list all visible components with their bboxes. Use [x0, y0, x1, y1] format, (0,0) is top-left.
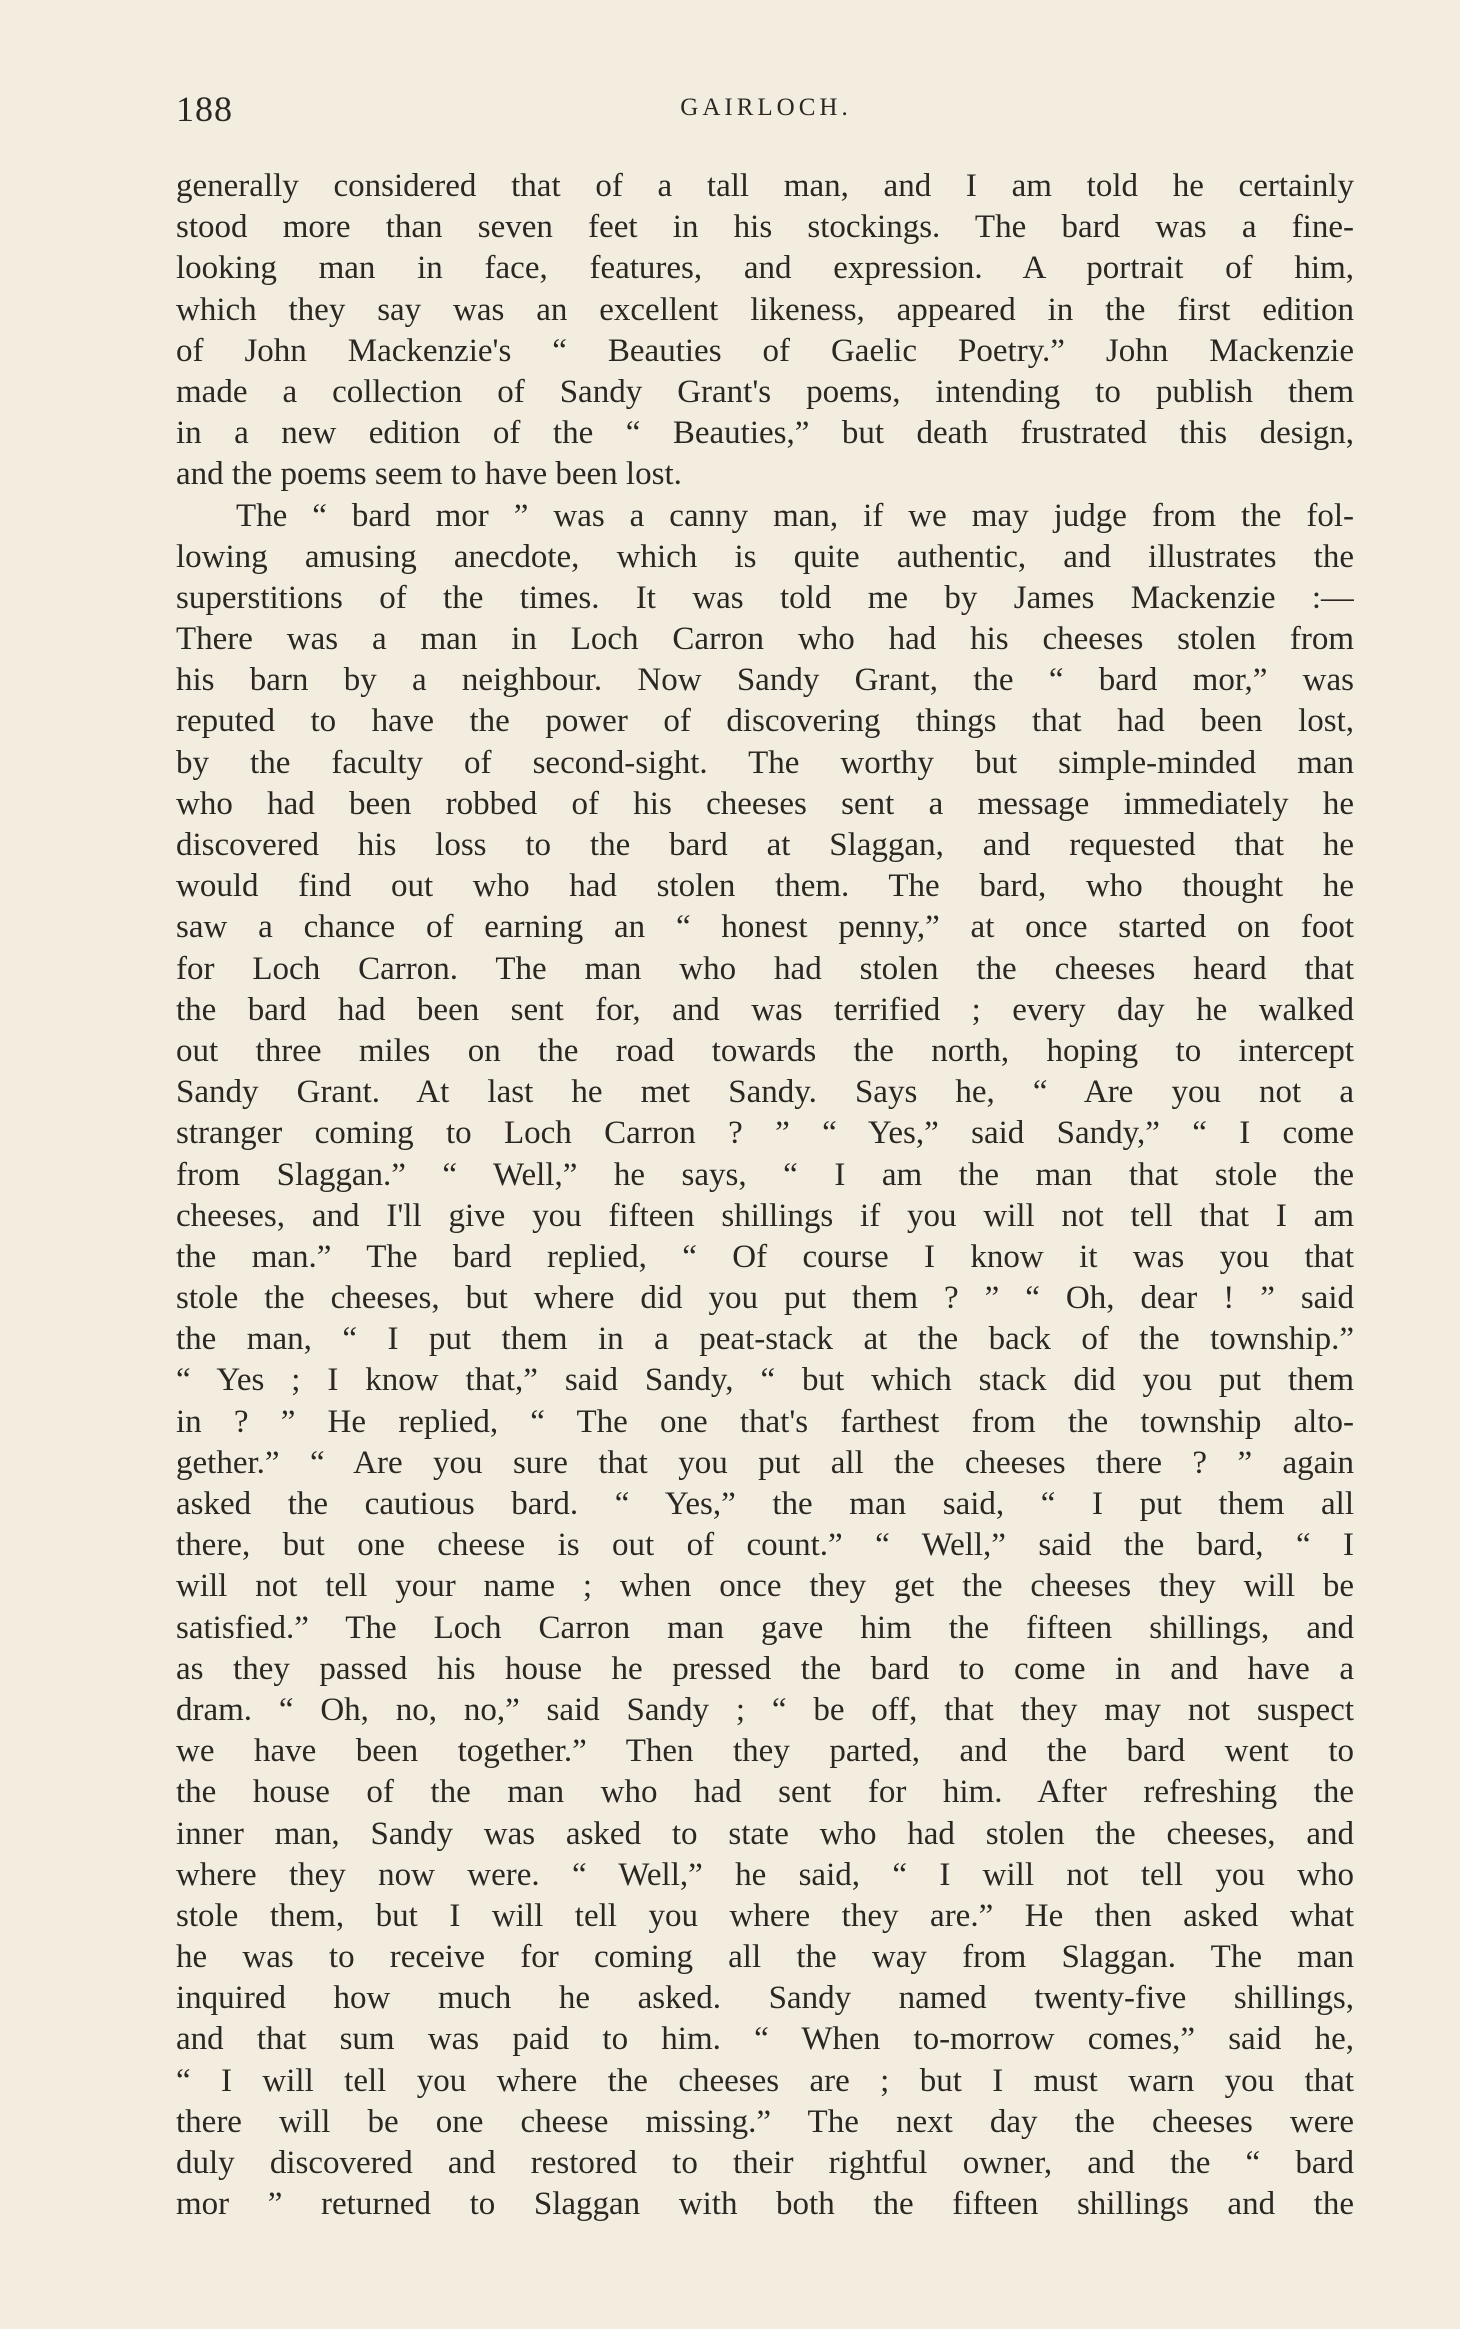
text-line: and that sum was paid to him. “ When to-morrow comes,” said he, — [176, 2021, 1354, 2058]
text-line: looking man in face, features, and expression. A portrait of him, — [176, 250, 1354, 287]
text-line: where they now were. “ Well,” he said, “ I will not tell you who — [176, 1856, 1354, 1893]
text-line: made a collection of Sandy Grant's poems, intending to publish them — [176, 373, 1354, 410]
text-line: generally considered that of a tall man, and I am told he certainly — [176, 168, 1354, 204]
text-line: stranger coming to Loch Carron ? ” “ Yes,” said Sandy,” “ I come — [176, 1115, 1354, 1152]
text-line: Sandy Grant. At last he met Sandy. Says he, “ Are you not a — [176, 1074, 1354, 1111]
text-line: inner man, Sandy was asked to state who had stolen the cheeses, and — [176, 1815, 1354, 1852]
text-line: the man, “ I put them in a peat-stack at the back of the township.” — [176, 1321, 1354, 1358]
text-line: dram. “ Oh, no, no,” said Sandy ; “ be off, that they may not suspect — [176, 1691, 1354, 1728]
text-line: discovered his loss to the bard at Slaggan, and requested that he — [176, 827, 1354, 863]
text-line: reputed to have the power of discovering things that had been lost, — [176, 703, 1354, 740]
text-line: his barn by a neighbour. Now Sandy Grant, the “ bard mor,” was — [176, 662, 1354, 699]
text-line: by the faculty of second-sight. The worthy but simple-minded man — [176, 744, 1354, 781]
text-line: the bard had been sent for, and was terrified ; every day he walked — [176, 991, 1354, 1028]
text-line: who had been robbed of his cheeses sent a message immediately he — [176, 785, 1354, 822]
text-line: in a new edition of the “ Beauties,” but death frustrated this design, — [176, 415, 1354, 452]
text-line: superstitions of the times. It was told me by James Mackenzie :— — [176, 579, 1354, 616]
running-head — [176, 88, 1356, 128]
text-line: saw a chance of earning an “ honest penny,” at once started on foot — [176, 909, 1354, 946]
text-line: will not tell your name ; when once they get the cheeses they will be — [176, 1568, 1354, 1605]
text-line: lowing amusing anecdote, which is quite authentic, and illustrates the — [176, 538, 1354, 575]
text-line: which they say was an excellent likeness, appeared in the first edition — [176, 291, 1354, 328]
text-line: The “ bard mor ” was a canny man, if we may judge from the fol- — [236, 497, 1354, 534]
text-line: stole the cheeses, but where did you put them ? ” “ Oh, dear ! ” said — [176, 1280, 1354, 1317]
text-line: “ I will tell you where the cheeses are ; but I must warn you that — [176, 2062, 1354, 2099]
text-line: mor ” returned to Slaggan with both the fifteen shillings and the — [176, 2186, 1354, 2223]
text-line: we have been together.” Then they parted, and the bard went to — [176, 1733, 1354, 1770]
text-line: he was to receive for coming all the way from Slaggan. The man — [176, 1939, 1354, 1976]
text-line: and the poems seem to have been lost. — [176, 456, 682, 493]
text-line: of John Mackenzie's “ Beauties of Gaelic Poetry.” John Mackenzie — [176, 332, 1354, 369]
text-line: from Slaggan.” “ Well,” he says, “ I am the man that stole the — [176, 1156, 1354, 1193]
body-text — [176, 166, 1354, 2225]
text-line: satisfied.” The Loch Carron man gave him the fifteen shillings, and — [176, 1609, 1354, 1646]
text-line: the man.” The bard replied, “ Of course I know it was you that — [176, 1238, 1354, 1275]
text-line: duly discovered and restored to their rightful owner, and the “ bard — [176, 2145, 1354, 2181]
text-line: in ? ” He replied, “ The one that's farthest from the township alto- — [176, 1403, 1354, 1440]
text-line: there, but one cheese is out of count.” “ Well,” said the bard, “ I — [176, 1527, 1354, 1564]
text-line: cheeses, and I'll give you fifteen shillings if you will not tell that I am — [176, 1197, 1354, 1234]
text-line: stole them, but I will tell you where they are.” He then asked what — [176, 1897, 1354, 1934]
text-line: as they passed his house he pressed the bard to come in and have a — [176, 1650, 1354, 1687]
text-line: gether.” “ Are you sure that you put all the cheeses there ? ” again — [176, 1444, 1354, 1481]
text-line: the house of the man who had sent for him. After refreshing the — [176, 1774, 1354, 1811]
text-line: would find out who had stolen them. The bard, who thought he — [176, 868, 1354, 905]
text-line: There was a man in Loch Carron who had his cheeses stolen from — [176, 621, 1354, 658]
text-line: asked the cautious bard. “ Yes,” the man said, “ I put them all — [176, 1486, 1354, 1522]
page-number: 188 — [176, 89, 233, 129]
text-line: “ Yes ; I know that,” said Sandy, “ but which stack did you put them — [176, 1362, 1354, 1399]
text-line: inquired how much he asked. Sandy named twenty-five shillings, — [176, 1980, 1354, 2017]
text-line: stood more than seven feet in his stockings. The bard was a fine- — [176, 209, 1354, 246]
text-line: out three miles on the road towards the north, hoping to intercept — [176, 1032, 1354, 1069]
running-title: GAIRLOCH. — [680, 94, 852, 121]
text-line: there will be one cheese missing.” The next day the cheeses were — [176, 2103, 1354, 2140]
text-line: for Loch Carron. The man who had stolen the cheeses heard that — [176, 950, 1354, 987]
